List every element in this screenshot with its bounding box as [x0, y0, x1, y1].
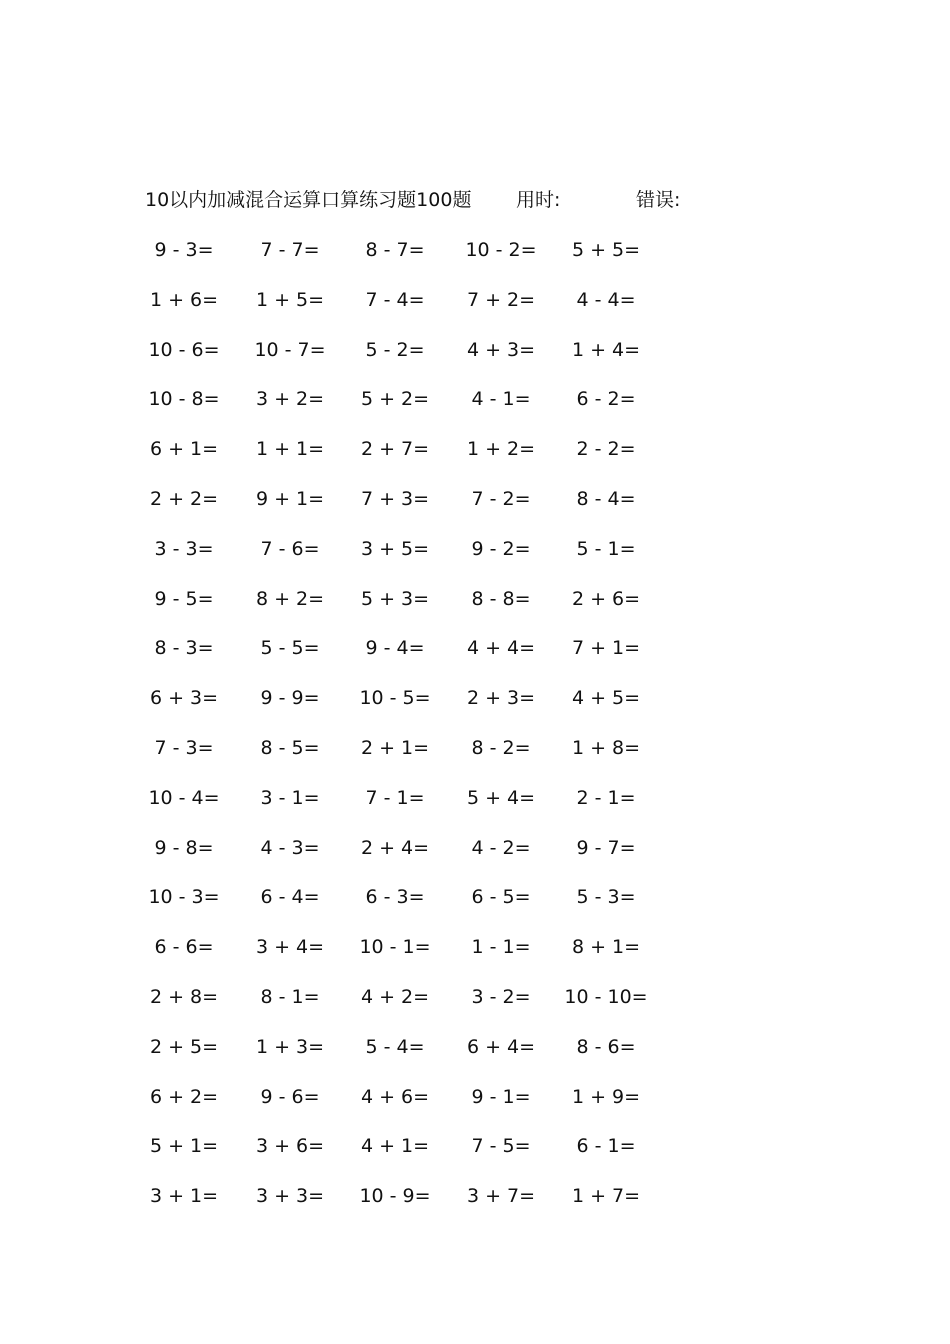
math-problem: 1 + 9=	[571, 1085, 641, 1108]
math-problem: 2 - 1=	[576, 786, 636, 809]
problem-row	[0, 535, 950, 585]
math-problem: 9 - 7=	[576, 836, 636, 859]
math-problem: 3 + 6=	[255, 1135, 325, 1158]
math-problem: 3 + 1=	[149, 1185, 219, 1208]
problem-row	[0, 435, 950, 485]
math-problem: 9 - 2=	[471, 537, 531, 560]
math-problem: 3 + 3=	[255, 1185, 325, 1208]
math-problem: 7 + 2=	[466, 288, 536, 311]
math-problem: 8 + 1=	[571, 936, 641, 959]
math-problem: 1 + 8=	[571, 736, 641, 759]
math-problem: 5 + 5=	[571, 239, 641, 261]
math-problem: 2 + 3=	[466, 687, 536, 710]
math-problem: 10 - 1=	[359, 936, 431, 959]
math-problem: 9 - 9=	[260, 687, 320, 710]
math-problem: 6 - 4=	[260, 886, 320, 909]
problem-row	[0, 1033, 950, 1083]
math-problem: 6 + 1=	[149, 438, 219, 461]
math-problem: 3 - 1=	[260, 786, 320, 809]
math-problem: 5 + 2=	[360, 388, 430, 411]
math-problem: 8 - 3=	[154, 637, 214, 660]
math-problem: 7 - 3=	[154, 736, 214, 759]
math-problem: 1 + 5=	[255, 288, 325, 311]
math-problem: 2 - 2=	[576, 438, 636, 461]
math-problem: 8 - 2=	[471, 736, 531, 759]
math-problem: 8 + 2=	[255, 587, 325, 610]
math-problem: 9 - 5=	[154, 587, 214, 610]
math-problem: 1 + 3=	[255, 1035, 325, 1058]
math-problem: 4 + 1=	[360, 1135, 430, 1158]
math-problem: 9 - 6=	[260, 1085, 320, 1108]
math-problem: 2 + 5=	[149, 1035, 219, 1058]
math-problem: 8 - 4=	[576, 487, 636, 510]
math-problem: 9 - 8=	[154, 836, 214, 859]
math-problem: 5 - 4=	[365, 1035, 425, 1058]
math-problem: 3 - 2=	[471, 985, 531, 1008]
math-problem: 4 + 6=	[360, 1085, 430, 1108]
problem-row	[0, 485, 950, 535]
problem-row	[0, 883, 950, 933]
math-problem: 10 - 3=	[148, 886, 220, 909]
math-problem: 10 - 10=	[564, 985, 648, 1008]
math-problem: 7 - 1=	[365, 786, 425, 809]
math-problem: 10 - 8=	[148, 388, 220, 411]
math-problem: 4 + 2=	[360, 985, 430, 1008]
math-problem: 8 - 6=	[576, 1035, 636, 1058]
math-problem: 8 - 1=	[260, 985, 320, 1008]
math-problem: 2 + 8=	[149, 985, 219, 1008]
math-problem: 4 + 3=	[466, 338, 536, 361]
math-problem: 2 + 4=	[360, 836, 430, 859]
problem-row	[0, 1083, 950, 1133]
math-problem: 9 - 4=	[365, 637, 425, 660]
problem-row	[0, 336, 950, 386]
math-problem: 6 - 6=	[154, 936, 214, 959]
math-problem: 10 - 9=	[359, 1185, 431, 1208]
math-problem: 7 + 3=	[360, 487, 430, 510]
math-problem: 1 + 2=	[466, 438, 536, 461]
math-problem: 10 - 5=	[359, 687, 431, 710]
problem-row	[0, 684, 950, 734]
math-problem: 6 + 2=	[149, 1085, 219, 1108]
problem-row	[0, 286, 950, 336]
math-problem: 9 - 1=	[471, 1085, 531, 1108]
math-problem: 3 + 5=	[360, 537, 430, 560]
math-problem: 5 - 5=	[260, 637, 320, 660]
math-problem: 7 - 4=	[365, 288, 425, 311]
math-problem: 10 - 4=	[148, 786, 220, 809]
math-problem: 1 + 6=	[149, 288, 219, 311]
math-problem: 5 - 1=	[576, 537, 636, 560]
math-problem: 2 + 1=	[360, 736, 430, 759]
math-problem: 8 - 7=	[365, 239, 425, 261]
problem-row	[0, 634, 950, 684]
problem-row	[0, 585, 950, 635]
math-problem: 4 - 4=	[576, 288, 636, 311]
math-problem: 9 + 1=	[255, 487, 325, 510]
time-used-label: 用时:	[516, 189, 561, 211]
math-problem: 7 - 5=	[471, 1135, 531, 1158]
problem-row	[0, 385, 950, 435]
problem-row	[0, 1132, 950, 1182]
math-problem: 3 + 7=	[466, 1185, 536, 1208]
math-problem: 1 - 1=	[471, 936, 531, 959]
math-problem: 3 + 4=	[255, 936, 325, 959]
math-problem: 5 + 3=	[360, 587, 430, 610]
math-problem: 5 - 2=	[365, 338, 425, 361]
errors-label: 错误:	[636, 189, 681, 211]
math-problem: 6 + 3=	[149, 687, 219, 710]
math-problem: 10 - 2=	[465, 239, 537, 261]
math-problem: 4 - 3=	[260, 836, 320, 859]
math-problem: 6 - 3=	[365, 886, 425, 909]
math-problem: 8 - 8=	[471, 587, 531, 610]
math-problem: 2 + 6=	[571, 587, 641, 610]
math-problem: 6 - 5=	[471, 886, 531, 909]
problem-row	[0, 983, 950, 1033]
math-problem: 4 - 1=	[471, 388, 531, 411]
math-problem: 4 + 5=	[571, 687, 641, 710]
math-problem: 7 - 2=	[471, 487, 531, 510]
math-problem: 1 + 4=	[571, 338, 641, 361]
math-problem: 10 - 7=	[254, 338, 326, 361]
math-problem: 3 - 3=	[154, 537, 214, 560]
problem-row	[0, 734, 950, 784]
math-problem: 7 - 7=	[260, 239, 320, 261]
math-problem: 8 - 5=	[260, 736, 320, 759]
math-problem: 1 + 1=	[255, 438, 325, 461]
problem-row	[0, 784, 950, 834]
math-problem: 3 + 2=	[255, 388, 325, 411]
math-problem: 10 - 6=	[148, 338, 220, 361]
problem-row	[0, 236, 950, 286]
math-problem: 4 + 4=	[466, 637, 536, 660]
math-problem: 9 - 3=	[154, 239, 214, 261]
math-problem: 6 - 1=	[576, 1135, 636, 1158]
math-problem: 5 + 1=	[149, 1135, 219, 1158]
problem-row	[0, 1182, 950, 1232]
math-problem: 5 + 4=	[466, 786, 536, 809]
math-problem: 7 + 1=	[571, 637, 641, 660]
problem-row	[0, 933, 950, 983]
worksheet-title: 10以内加减混合运算口算练习题100题	[145, 189, 472, 211]
math-problem: 5 - 3=	[576, 886, 636, 909]
math-problem: 2 + 7=	[360, 438, 430, 461]
math-problem: 4 - 2=	[471, 836, 531, 859]
math-problem: 7 - 6=	[260, 537, 320, 560]
math-problem: 2 + 2=	[149, 487, 219, 510]
problem-row	[0, 834, 950, 884]
math-problem: 6 + 4=	[466, 1035, 536, 1058]
math-problem: 1 + 7=	[571, 1185, 641, 1208]
problem-grid	[0, 236, 950, 1232]
math-problem: 6 - 2=	[576, 388, 636, 411]
